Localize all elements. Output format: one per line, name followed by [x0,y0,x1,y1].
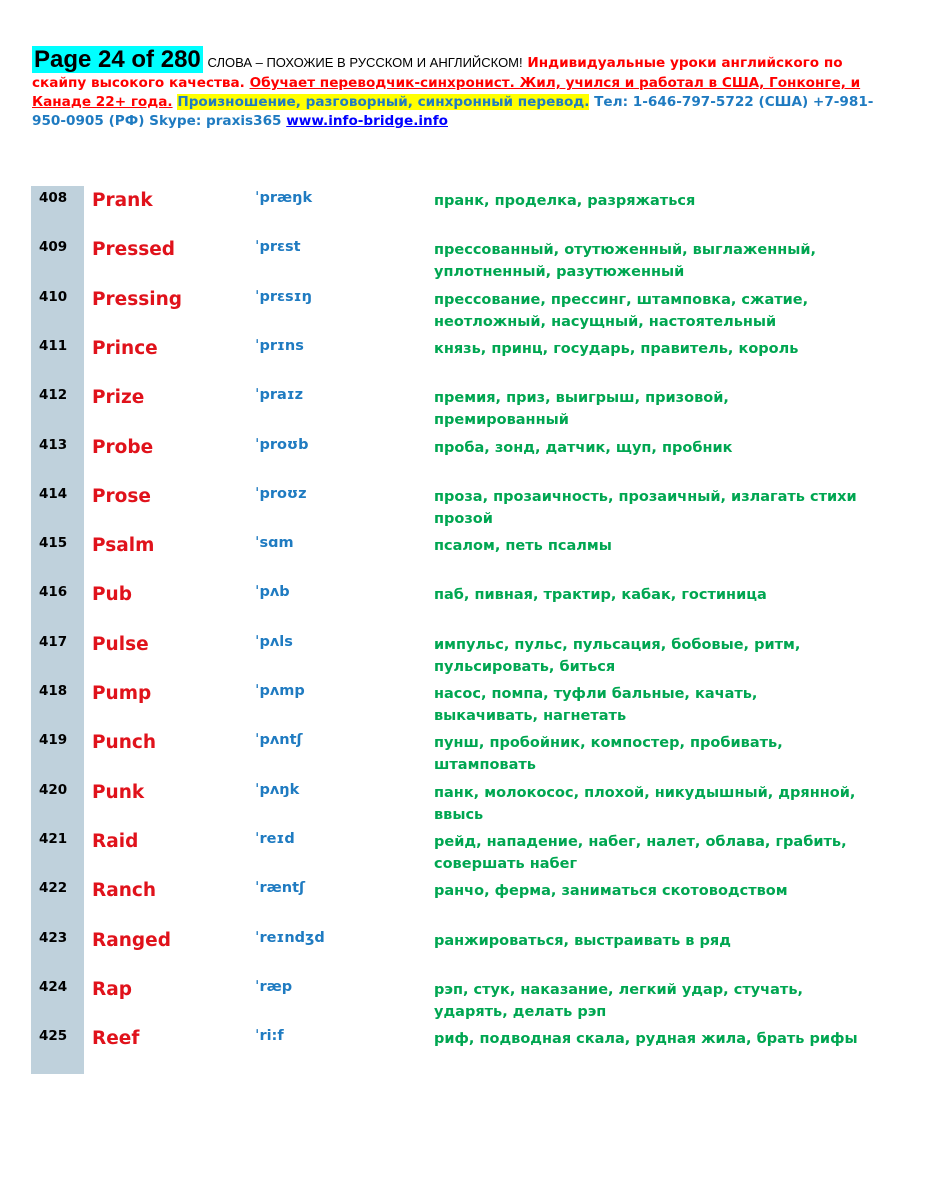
transcription: ˈprɪns [255,337,304,354]
english-word: Probe [92,436,154,458]
table-row [31,235,893,284]
russian-translation: пунш, пробойник, компостер, пробивать, штамповать [434,735,783,774]
transcription: ˈprɛsɪŋ [255,288,312,305]
english-word: Pressing [92,288,183,310]
russian-translation: насос, помпа, туфли бальные, качать, выкачивать, нагнетать [434,686,758,724]
table-row [31,926,893,975]
english-word: Pump [92,683,152,704]
table-row [31,285,893,334]
header-title: СЛОВА – ПОХОЖИЕ В РУССКОМ И АНГЛИЙСКОМ! [207,55,523,70]
table-row [31,778,893,827]
row-number: 414 [39,485,68,502]
transcription: ˈræp [255,978,293,995]
row-number: 413 [39,436,68,453]
russian-translation: рэп, стук, наказание, легкий удар, стучать, ударять, делать рэп [434,981,803,1020]
row-number: 421 [39,830,68,847]
russian-translation: паб, пивная, трактир, кабак, гостиница [434,587,767,604]
transcription: ˈpʌls [255,633,293,650]
russian-translation: псалом, петь псалмы [434,538,612,555]
transcription: ˈreɪd [255,830,295,847]
english-word: Punch [92,732,157,754]
transcription: ˈproʊb [255,436,309,453]
row-number: 411 [39,337,68,354]
row-number: 416 [39,584,68,601]
english-word: Psalm [92,535,155,557]
row-number: 417 [39,633,68,650]
english-word: Reef [92,1028,140,1050]
row-number: 422 [39,880,68,897]
header-promo-teacher: Обучает переводчик-синхронист. Жил, учился и работал в США, Гонконге, и Канаде 22+ года. [32,75,861,110]
transcription: ˈpræŋk [255,190,313,206]
table-row [31,630,893,679]
russian-translation: ранжироваться, выстраивать в ряд [434,932,731,949]
russian-translation: проза, прозаичность, прозаичный, излагать стихи прозой [434,488,857,527]
english-word: Prank [92,190,153,211]
row-number: 419 [39,732,68,749]
english-word: Pub [92,584,132,606]
header-promo-lessons: Индивидуальные уроки английского по скайпу высокого качества. [32,55,843,91]
transcription: ˈpraɪz [255,387,304,404]
header-contacts: Тел: 1-646-797-5722 (США) +7-981-950-0905 (РФ) Skype: praxis365 [32,94,874,129]
table-row [31,876,893,925]
english-word: Prince [92,337,158,359]
row-number: 420 [39,781,68,798]
page-header [32,46,892,131]
table-row [31,433,893,482]
table-row [31,186,893,235]
russian-translation: риф, подводная скала, рудная жила, брать рифы [434,1031,858,1048]
table-row [31,482,893,531]
english-word: Prose [92,485,151,507]
transcription: ˈpʌmp [255,683,305,699]
russian-translation: ранчо, ферма, заниматься скотоводством [434,883,788,900]
english-word: Prize [92,387,145,409]
row-number: 408 [39,190,68,206]
row-number: 425 [39,1028,68,1045]
row-number: 418 [39,683,68,699]
page-counter: Page 24 of 280 [34,46,201,73]
table-row [31,679,893,728]
row-number: 424 [39,978,68,995]
table-row [31,827,893,876]
table-row [31,531,893,580]
russian-translation: прессованный, отутюженный, выглаженный, уплотненный, разутюженный [434,242,817,281]
english-word: Pressed [92,239,176,261]
table-row [31,1024,893,1073]
row-number: 412 [39,387,68,404]
website-link[interactable]: www.info-bridge.info [286,113,448,129]
transcription: ˈproʊz [255,485,307,502]
table-row [31,334,893,383]
english-word: Punk [92,781,145,803]
russian-translation: пранк, проделка, разряжаться [434,193,696,209]
russian-translation: панк, молокосос, плохой, никудышный, дрянной, ввысь [434,784,856,823]
english-word: Ranged [92,929,171,951]
transcription: ˈpʌŋk [255,781,300,798]
russian-translation: прессование, прессинг, штамповка, сжатие, неотложный, насущный, настоятельный [434,291,809,330]
english-word: Raid [92,830,139,852]
table-row [31,975,893,1024]
transcription: ˈri:f [255,1028,284,1045]
transcription: ˈreɪndʒd [255,929,325,946]
russian-translation: рейд, нападение, набег, налет, облава, грабить, совершать набег [434,833,847,872]
table-row [31,728,893,777]
row-number: 410 [39,288,68,305]
russian-translation: проба, зонд, датчик, щуп, пробник [434,439,733,456]
row-number: 415 [39,535,68,552]
english-word: Pulse [92,633,149,655]
transcription: ˈræntʃ [255,880,306,897]
russian-translation: импульс, пульс, пульсация, бобовые, ритм, пульсировать, биться [434,636,801,675]
transcription: ˈsɑm [255,535,294,552]
english-word: Rap [92,978,132,1000]
transcription: ˈprɛst [255,239,301,256]
transcription: ˈpʌntʃ [255,732,303,749]
table-row [31,383,893,432]
table-row [31,580,893,629]
english-word: Ranch [92,880,157,902]
russian-translation: князь, принц, государь, правитель, король [434,340,799,357]
row-number: 409 [39,239,68,256]
transcription: ˈpʌb [255,584,290,601]
row-number: 423 [39,929,68,946]
russian-translation: премия, приз, выигрыш, призовой, премированный [434,390,729,429]
header-services: Произношение, разговорный, синхронный перевод. [177,94,590,110]
